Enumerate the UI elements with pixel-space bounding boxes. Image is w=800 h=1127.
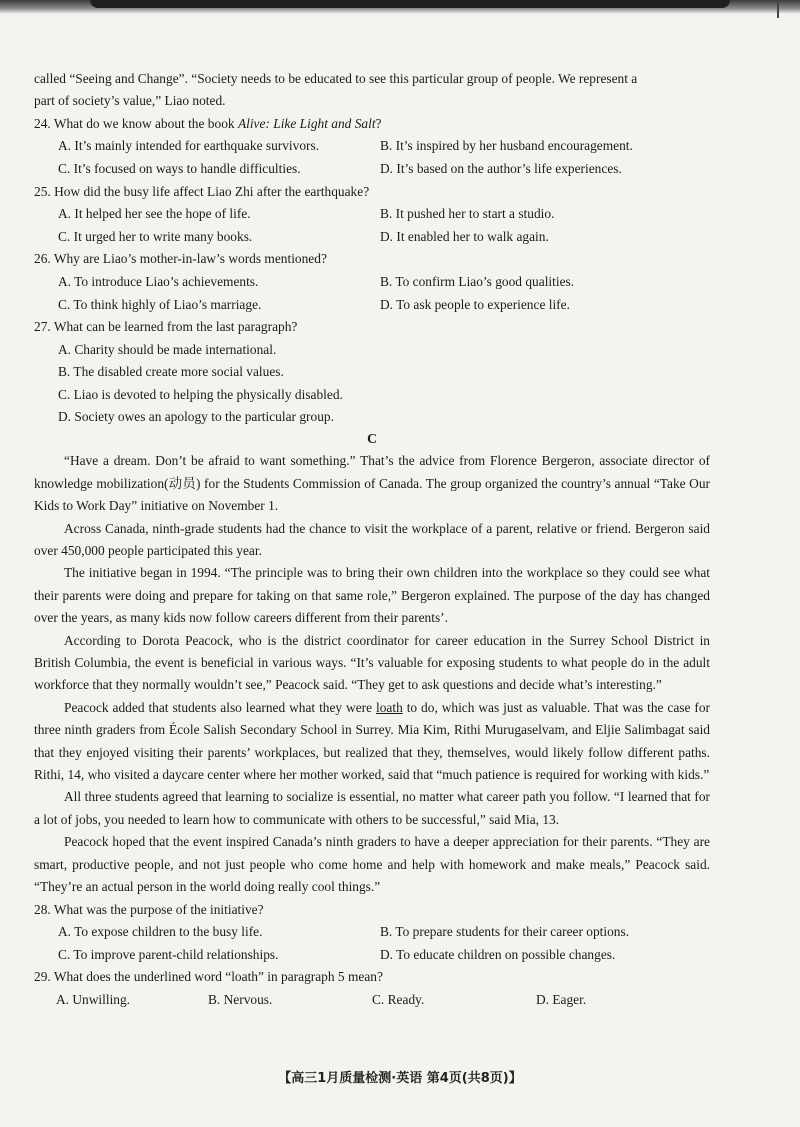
book-title: Alive: Like Light and Salt (237, 115, 376, 131)
option-27-a[interactable]: A. Charity should be made international. (58, 341, 277, 357)
continuation-line-1: called “Seeing and Change”. “Society needs to be educated to see this particular group of people. We represent a (34, 71, 638, 86)
question-29 (34, 966, 710, 1011)
option-29-b[interactable]: B. Nervous. (208, 991, 273, 1007)
passage-b-continuation (34, 68, 710, 113)
option-25-d[interactable]: D. It enabled her to walk again. (380, 228, 549, 244)
passage-c-paragraph-3: The initiative began in 1994. “The principle was to bring their own children into the workplace so they could see what their parents were doing and prepare for taking on that same role,” Bergeron explained. The purpose of the day has changed over the years, as many kids now follow careers different from their parents’. (34, 565, 710, 626)
option-25-b[interactable]: B. It pushed her to start a studio. (380, 206, 555, 222)
section-c-heading: C (367, 431, 377, 447)
option-29-c[interactable]: C. Ready. (372, 991, 425, 1007)
option-24-c[interactable]: C. It’s focused on ways to handle difficulties. (58, 161, 301, 176)
passage-c-paragraph-4: According to Dorota Peacock, who is the district coordinator for career education in the Surrey School District in British Columbia, the event is beneficial in various ways. “It’s valuable for exposing students to what people do in the adult workforce that they normally wouldn’t see,” Peacock said. “They get to ask questions and decide what’s interesting.” (34, 632, 710, 693)
continuation-line-2: part of society’s value,” Liao noted. (34, 93, 226, 109)
option-28-d[interactable]: D. To educate children on possible changes. (380, 946, 616, 962)
option-25-c[interactable]: C. It urged her to write many books. (58, 228, 253, 244)
underlined-word-loath: loath (376, 699, 403, 715)
option-27-d[interactable]: D. Society owes an apology to the particular group. (58, 408, 334, 424)
scan-edge-mark (777, 0, 779, 18)
option-29-a[interactable]: A. Unwilling. (56, 991, 131, 1007)
option-24-b[interactable]: B. It’s inspired by her husband encouragement. (380, 138, 633, 154)
option-28-b[interactable]: B. To prepare students for their career options. (380, 924, 630, 940)
option-24-a[interactable]: A. It’s mainly intended for earthquake survivors. (58, 138, 320, 154)
question-29-stem: 29. What does the underlined word “loath” in paragraph 5 mean? (34, 969, 383, 985)
question-28-stem: 28. What was the purpose of the initiative? (34, 901, 264, 917)
page-footer: 【高三1月质量检测·英语 第4页(共8页)】 (278, 1071, 522, 1086)
question-27-stem: 27. What can be learned from the last paragraph? (34, 319, 298, 335)
question-24 (34, 113, 710, 181)
question-28 (34, 899, 710, 967)
option-28-a[interactable]: A. To expose children to the busy life. (58, 924, 263, 940)
option-26-d[interactable]: D. To ask people to experience life. (380, 296, 570, 312)
option-28-c[interactable]: C. To improve parent-child relationships. (58, 946, 279, 962)
passage-c-paragraph-6: All three students agreed that learning to socialize is essential, no matter what career path you follow. “I learned that for a lot of jobs, you needed to learn how to communicate with others to be successful,” said Mia, 13. (34, 789, 710, 827)
passage-c-paragraph-5: Peacock added that students also learned what they were loath to do, which was just as valuable. That was the case for three ninth graders from École Salish Secondary School in Surrey. Mia Kim, Rithi Murugaselvam, and Eljie Salimbagat said that they enjoyed visiting their parents’ workplaces, but realized that they, themselves, would likely follow different paths. Rithi, 14, who visited a daycare center where her mother worked, said that “much patience is required for working with kids.” (34, 699, 710, 783)
question-24-stem: 24. What do we know about the book Alive: Like Light and Salt? (34, 115, 382, 131)
exam-page (34, 68, 710, 1011)
question-27 (34, 316, 710, 428)
scan-top-edge (0, 0, 800, 14)
option-29-d[interactable]: D. Eager. (536, 991, 587, 1007)
option-25-a[interactable]: A. It helped her see the hope of life. (58, 206, 251, 222)
option-26-b[interactable]: B. To confirm Liao’s good qualities. (380, 273, 575, 289)
question-26 (34, 248, 710, 316)
option-27-c[interactable]: C. Liao is devoted to helping the physically disabled. (58, 386, 343, 402)
option-26-c[interactable]: C. To think highly of Liao’s marriage. (58, 296, 262, 312)
question-26-stem: 26. Why are Liao’s mother-in-law’s words mentioned? (34, 251, 327, 267)
question-25 (34, 181, 710, 249)
passage-c-paragraph-1: “Have a dream. Don’t be afraid to want something.” That’s the advice from Florence Bergeron, associate director of knowledge mobilization(动员) for the Students Commission of Canada. The group organized the country’s annual “Take Our Kids to Work Day” initiative on November 1. (34, 453, 710, 514)
option-26-a[interactable]: A. To introduce Liao’s achievements. (58, 273, 259, 289)
passage-c-paragraph-7: Peacock hoped that the event inspired Canada’s ninth graders to have a deeper appreciation for their parents. “They are smart, productive people, and not just people who come home and help with homework and make meals,” Peacock said. “They’re an actual person in the world doing really cool things.” (34, 834, 710, 895)
option-24-d[interactable]: D. It’s based on the author’s life experiences. (380, 161, 622, 176)
passage-c-paragraph-2: Across Canada, ninth-grade students had the chance to visit the workplace of a parent, relative or friend. Bergeron said over 450,000 people participated this year. (34, 520, 710, 558)
question-25-stem: 25. How did the busy life affect Liao Zhi after the earthquake? (34, 183, 370, 199)
scan-shadow (90, 0, 730, 8)
passage-c (34, 450, 710, 898)
option-27-b[interactable]: B. The disabled create more social values. (58, 364, 284, 380)
